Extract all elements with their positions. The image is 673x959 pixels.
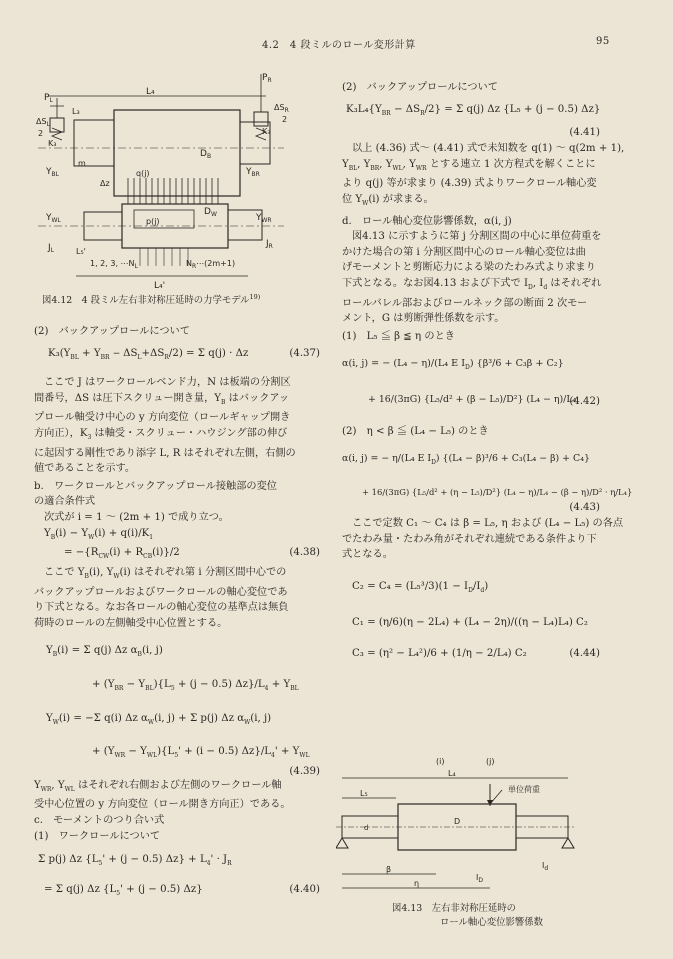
equation-4-39-b: + $(Y_{BR} - Y_{BL})\{L_5 + (j - 0.5) \Delta z\}/L_4 + Y_{BL}$: [92, 678, 299, 692]
right-column: (2) バックアップロールについて $K_3L_4\{Y_{BR} - \Delta S_R/2\} = \Sigma$ q(j) Δz {L₅ + (j − 0.5) Δz} (4.41) 以上 (4.36) 式～ (4.41) 式で未知数を q(1) ～ q(2m + 1), $Y_{BL}$, $Y_{BR}$, $Y_{WL}$, $Y_{WR}$ とする連立 1 次方程式を解くことに より q(j) 等が求まり (4.39) 式よりワークロール軸心変 位 $Y_W(i)$ が求まる。 d. ロール軸心変位影響係数，α(i, j) 図4.13 に示すように第 j 分割区間の中心に単位荷重を かけた場合の第 i 分割区間中心のロール軸心変位は曲 げモーメントと剪断応力による梁のたわみ式より求まり 下式となる。なお図4.13 および下式で $I_D$, $I_d$ はそれぞれ ロールバレル部およびロールネック部の断面 2 次モー メント，G は剪断弾性係数を示す。 (1) L₅ ≦ β ≦ η のとき α(i, j) = − (L₄ − η)/(L₄ E $I_D$) {β³/6 + C₃β + C₂} + 16/(3πG) {L₅/d² + (β − L₅)/D²} (L₄ − η)/L₄ (4.42) (2) η < β ≦ (L₄ − L₅) のとき α(i, j) = − η/(L₄ E $I_D$) {(L₄ − β)³/6 + C₃(L₄ − β) + C₄} + 16/(3πG) {L₅/d² + (η − L₅)/D²} (L₄ − η)/L₄ − (β − η)/D² · η/L₄} (4.43) ここで定数 C₁ ～ C₄ は β = L₅, η および (L₄ − L₅) の各点 でたわみ量・たわみ角がそれぞれ連続である条件より下 式となる。 $C_2 = C_4 = (L_5^3/3)(1 - I_D/I_d)$ C₁ = (η/6)(η − 2L₄) + (L₄ − 2η)/((η − L₄)L₄) C₂ C₃ = (η² − L₄²)/6 + (1/η − 2/L₄) C₂ (4.44): [342, 80, 600, 662]
equation-4-43-a: α(i, j) = − η/(L₄ E $I_D$) {(L₄ − β)³/6 + C₃(L₄ − β) + C₄}: [342, 453, 590, 466]
svg-text:L₅: L₅: [360, 789, 368, 798]
equation-4-37: $K_3(Y_{BL} + Y_{BR} - \Delta S_L+\Delta S_R/2) = \Sigma$ q(j) · Δz (4.37): [48, 347, 320, 361]
svg-text:ΔSL: $\Delta S_L$: [36, 117, 50, 128]
svg-text:p(j): p(j): [146, 217, 160, 226]
svg-text:YBL: $Y_{BL}$: [46, 167, 59, 178]
equation-4-40-a: Σ p(j) Δz $\{L_5' + (j - 0.5) \Delta z\} + L_4' \cdot J_R$: [38, 854, 232, 868]
svg-text:L₄: L₄: [448, 769, 456, 778]
svg-text:YWL: $Y_{WL}$: [46, 213, 61, 224]
equation-4-43-b: + 16/(3πG) {L₅/d² + (η − L₅)/D²} (L₄ − η)/L₄ − (β − η)/D² · η/L₄}: [362, 486, 633, 497]
svg-text:D: D: [454, 817, 461, 826]
svg-text:K₃: K₃: [48, 139, 57, 148]
svg-text:1, 2, 3, ⋯NL: 1, 2, 3, $\cdots N_L$: [90, 259, 138, 270]
equation-4-42-b: + 16/(3πG) {L₅/d² + (β − L₅)/D²} (L₄ − η)/L₄: [368, 393, 577, 405]
svg-text:JR: $J_R$: [266, 239, 273, 250]
equation-4-41: $K_3L_4\{Y_{BR} - \Delta S_R/2\} = \Sigma$ q(j) Δz {L₅ + (j − 0.5) Δz}: [346, 103, 601, 117]
figure-4-13-caption-line-2: ロール軸心変位影響係数: [440, 917, 543, 928]
svg-text:DW: $D_W$: [204, 207, 217, 218]
figure-4-13-caption-line-1: 図4.13 左右非対称圧延時の: [392, 903, 517, 914]
svg-text:m: m: [78, 159, 86, 168]
fig412-backup-roll: [114, 110, 240, 196]
subheading-c: c. モーメントのつり合い式: [34, 815, 165, 826]
svg-text:d: d: [364, 824, 369, 832]
equation-4-44-a: $C_2 = C_4 = (L_5^3/3)(1 - I_D/I_d)$: [352, 580, 489, 594]
svg-text:(j): (j): [486, 757, 495, 766]
subheading-b: b. ワークロールとバックアップロール接触部の変位: [34, 480, 277, 492]
svg-text:η: η: [414, 879, 420, 888]
equation-4-44-b: C₁ = (η/6)(η − 2L₄) + (L₄ − 2η)/((η − L₄)L₄) C₂: [352, 616, 588, 628]
equation-4-42-a: α(i, j) = − (L₄ − η)/(L₄ E $I_D$) {β³/6 + C₃β + C₂}: [342, 358, 564, 372]
svg-text:NR⋯(2m+1): $N_R\cdots(2m+1)$: [186, 259, 236, 270]
equation-4-40-b: = Σ q(j) Δz {$L_5' + (j - 0.5)$ Δz} (4.40): [44, 883, 320, 897]
subheading-d: d. ロール軸心変位影響係数，α(i, j): [342, 215, 512, 227]
svg-text:L₄': L₄': [154, 281, 166, 291]
svg-text:Id: $I_d$: [542, 861, 549, 872]
svg-text:(i): (i): [436, 757, 445, 766]
section-heading-backup-left: (2) バックアップロールについて: [34, 326, 190, 337]
page-number: 95: [596, 36, 610, 47]
running-header: 4.2 4 段ミルのロール変形計算: [262, 40, 416, 51]
svg-text:q(j): q(j): [136, 169, 150, 178]
equation-4-38-a: $Y_B(i) - Y_W(i) + q(i)/K_1$: [44, 527, 154, 541]
equation-4-44-c: C₃ = (η² − L₄²)/6 + (1/η − 2/L₄) C₂ (4.44): [352, 648, 600, 660]
svg-text:K₃: K₃: [262, 127, 271, 136]
equation-4-39-a: $Y_B(i) = \Sigma$ q(j) Δz $\alpha_B(i$, j): [46, 645, 163, 659]
svg-text:YBR: $Y_{BR}$: [246, 167, 260, 178]
svg-text:単位荷重: 単位荷重: [508, 785, 540, 794]
svg-text:2: 2: [38, 129, 44, 138]
svg-text:JL: $J_L$: [48, 243, 54, 254]
equation-4-39-d: + $(Y_{WR} - Y_{WL})\{L_5' + (i - 0.5) \Delta z\}/L_4' + Y_{WL}$: [92, 746, 310, 760]
fig412-label-L4: L₄: [146, 87, 155, 97]
svg-text:PR: $P_R$: [262, 73, 272, 84]
svg-text:DB: $D_B$: [200, 149, 212, 160]
figure-4-12-diagram: [34, 70, 304, 292]
svg-text:Δz: Δz: [100, 179, 110, 188]
svg-text:YWR: $Y_{WR}$: [256, 213, 272, 224]
case-1-heading: (1) L₅ ≦ β ≦ η のとき: [342, 330, 455, 342]
svg-text:PL: $P_L$: [44, 93, 53, 104]
equation-4-38-b: = $-\{R_{CW}(i) + R_{CB}(i)\}/2$ (4.38): [64, 547, 320, 561]
equation-4-39-c: $Y_W(i) = -\Sigma$ q(i) Δz $\alpha_W(i$, j) + Σ p(j) Δz $\alpha_W(i$, j): [46, 712, 272, 726]
svg-text:L₃: L₃: [72, 107, 80, 116]
case-2-heading: (2) η < β ≦ (L₄ − L₅) のとき: [342, 425, 489, 437]
svg-text:β: β: [386, 865, 392, 874]
figure-4-12-caption: 図4.12 4 段ミル左右非対称圧延時の力学モデル$^{19)}$: [42, 292, 261, 306]
svg-text:ID: $I_D$: [476, 873, 483, 884]
svg-text:2: 2: [282, 115, 288, 124]
left-column: (2) バックアップロールについて $K_3(Y_{BL} + Y_{BR} - \Delta S_L+\Delta S_R/2) = \Sigma$ q(j) · Δz (4.37) ここで J はワークロールベンド力，N は板端の分割区 間番号，ΔS は圧下スクリュー開き量，$Y_B$ はバックアッ プロール軸受け中心の y 方向変位（ロールギャップ開き 方向正），$K_3$ は軸受・スクリュー・ハウジング部の伸び に起因する剛性であり添字 L, R はそれぞれ左側，右側の 値であることを示す。 b. ワークロールとバックアップロール接触部の変位 の適合条件式 次式が i = 1 ～ (2m + 1) で成り立つ。 $Y_B(i) - Y_W(i) + q(i)/K_1$ = $-\{R_{CW}(i) + R_{CB}(i)\}/2$ (4.38) ここで $Y_B(i)$, $Y_W(i)$ はそれぞれ第 i 分割区間中心での バックアップロールおよびワークロールの軸心変位であ り下式となる。なお各ロールの軸心変位の基準点は無負 荷時のロールの左側軸受中心位置とする。 $Y_B(i) = \Sigma$ q(j) Δz $\alpha_B(i$, j) + $(Y_{BR} - Y_{BL})\{L_5 + (j - 0.5) \Delta z\}/L_4 + Y_{BL}$ $Y_W(i) = -\Sigma$ q(i) Δz $\alpha_W(i$, j) + Σ p(j) Δz $\alpha_W(i$, j) + $(Y_{WR} - Y_{WL})\{L_5' + (i - 0.5) \Delta z\}/L_4' + Y_{WL}$ (4.39) $Y_{WR}$, $Y_{WL}$ はそれぞれ右側および左側のワークロール軸 受中心位置の y 方向変位（ロール開き方向正）である。 c. モーメントのつり合い式 (1) ワークロールについて Σ p(j) Δz $\{L_5' + (j - 0.5) \Delta z\} + L_4' \cdot J_R$ = Σ q(j) Δz {$L_5' + (j - 0.5)$ Δz} (4.40): [34, 324, 320, 901]
svg-text:ΔSR: $\Delta S_R$: [274, 103, 289, 114]
figure-4-13-diagram: [336, 756, 576, 896]
section-heading-backup-right: (2) バックアップロールについて: [342, 82, 498, 93]
svg-text:L₅': L₅': [76, 247, 86, 256]
